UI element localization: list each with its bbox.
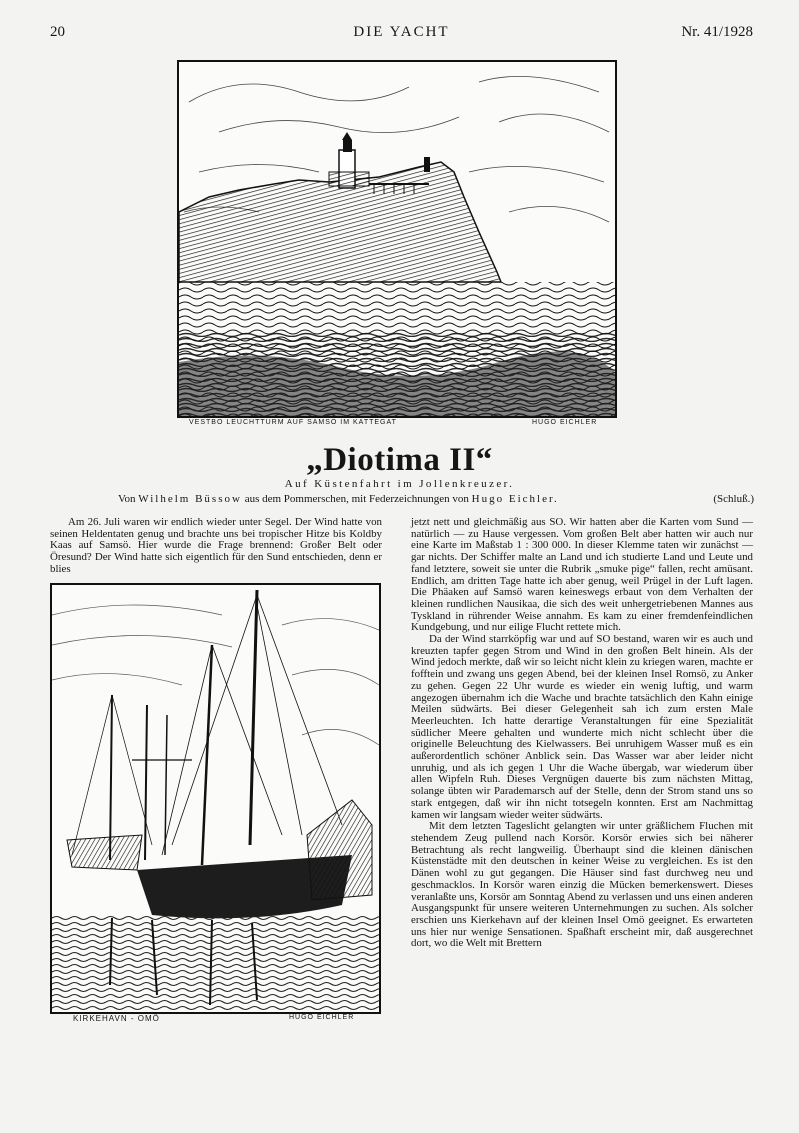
- right-paragraph-1: jetzt nett und gleichmäßig aus SO. Wir hatten aber die Karten vom Sund — natürlich — zu Hause vergessen. Vom großen Belt aber hatten wir auch nur eine Karte im Maßstab 1 : 300 000. In dieser Klemme taten wir zunächst — gar nichts. Der Schiffer malte an Land und ich studierte Land und Leute und fand letztere, soweit sie unter die Rubrik „smuke pige“ fallen, recht amüsant. Endlich, am dritten Tage hatte ich aber genug, weil Prügel in der Luft lagen. Die Phäaken auf Samsö waren keineswegs erbaut von dem Verhalten der kleinen rundlichen Nausikaa, die sich des weit unhergetriebenen Mannes aus Tyskland in rührender Weise annahm. Es kam zu einer fremdenfeindlichen Kundgebung, und nur eilige Flucht rettete mich.: [411, 516, 753, 634]
- top-figure-caption-left: VESTBO LEUCHTTURM AUF SAMSÖ IM KATTEGAT: [189, 419, 397, 426]
- byline-middle: aus dem Pommerschen, mit Federzeichnungen von: [244, 493, 469, 505]
- left-text-column: [50, 517, 382, 576]
- article-byline: [118, 493, 678, 505]
- left-figure-caption-right: HUGO EICHLER: [289, 1014, 355, 1021]
- continuation-note: (Schluß.): [713, 493, 754, 505]
- top-figure-caption-right: HUGO EICHLER: [532, 419, 598, 426]
- harbour-illustration: [50, 583, 381, 1014]
- page-number: 20: [50, 24, 65, 40]
- left-figure-caption-left: KIRKEHAVN - OMÖ: [73, 1014, 160, 1023]
- lighthouse-drawing: [179, 62, 615, 416]
- magazine-title: DIE YACHT: [353, 24, 450, 40]
- byline-author: Wilhelm Büssow: [138, 493, 242, 505]
- running-header: [50, 24, 753, 44]
- harbour-drawing: [52, 585, 379, 1012]
- right-paragraph-2: Da der Wind starrköpfig war und auf SO bestand, waren wir es auch und kreuzten tapfer gegen Strom und Wind in den großen Belt hinein. Als der Wind jedoch merkte, daß wir so leicht nicht klein zu kriegen waren, machte er fofftein und zwang uns gegen Abend, bei der kleinen Insel Romsö, zu Anker zu gehen. Gegen 22 Uhr wurde es wieder ein wenig luftig, und warm angezogen übernahm ich die Wache und brachte tatsächlich den Kahn einige Meilen südwärts. Bei dieser Gelegenheit sah ich zum ersten Male Meerleuchten. Ich hatte derartige Veranstaltungen für eine Spezialität südlicher Meere gehalten und wunderte mich nicht schlecht über die originelle Beleuchtung des Kielwassers. Bei unruhigem Wasser muß es ein außerordentlich schöner Anblick sein. Das Wasser war aber leider nicht unruhig, und als ich gegen 1 Uhr die Wache übergab, war wiederum über allen Wipfeln Ruh. Dieses Vergnügen dauerte bis zum nächsten Mittag, solange übten wir Parademarsch auf der Stelle, denn der Strom stand uns so stark entgegen, daß wir ihn nicht totsegeln konnten. Erst am Nachmittag kamen wir langsam wieder weiter südwärts.: [411, 633, 753, 821]
- harbour-water: [52, 915, 379, 1012]
- lighthouse-illustration: [177, 60, 617, 418]
- article-subtitle: Auf Küstenfahrt im Jollenkreuzer.: [284, 478, 515, 490]
- issue-number: Nr. 41/1928: [681, 24, 753, 40]
- right-paragraph-3: Mit dem letzten Tageslicht gelangten wir unter gräßlichem Fluchen mit stehendem Zeug pullend nach Korsör. Korsör erwies sich bei näherer Betrachtung als recht langweilig. Überhaupt sind die kleinen dänischen Küstenstädte mit den deutschen in keiner Weise zu vergleichen. Es ist den Dänen wohl zu gut gegangen. Die Häuser sind fast durchweg neu und geschmacklos. In Korsör waren einzig die Mücken bemerkenswert. Dieses veranlaßte uns, Korsör am Sonntag Abend zu verlassen und uns einen anderen Ausgangspunkt für unsere weiteren Unternehmungen zu suchen. Als solcher erschien uns Kierkehavn auf der kleinen Insel Omö geeignet. Es erwarteten uns hier nur wenige Sensationen. Spaßhaft erscheint mir, daß ausgerechnet dort, wo die Welt mit Brettern: [411, 820, 753, 950]
- right-text-column: [411, 517, 753, 950]
- byline-artist: Hugo Eichler.: [471, 493, 559, 505]
- byline-von: Von: [118, 493, 136, 505]
- left-paragraph: Am 26. Juli waren wir endlich wieder unter Segel. Der Wind hatte von seinen Heldentaten genug und brachte uns bei tropischer Hitze bis Koldby Kaas auf Samsö. Hier wurde die Frage brennend: Großer Belt oder Öresund? Der Wind hatte sich eigentlich für den Sund entschieden, denn er blies: [50, 516, 382, 575]
- article-title: „Diotima II“: [306, 442, 493, 478]
